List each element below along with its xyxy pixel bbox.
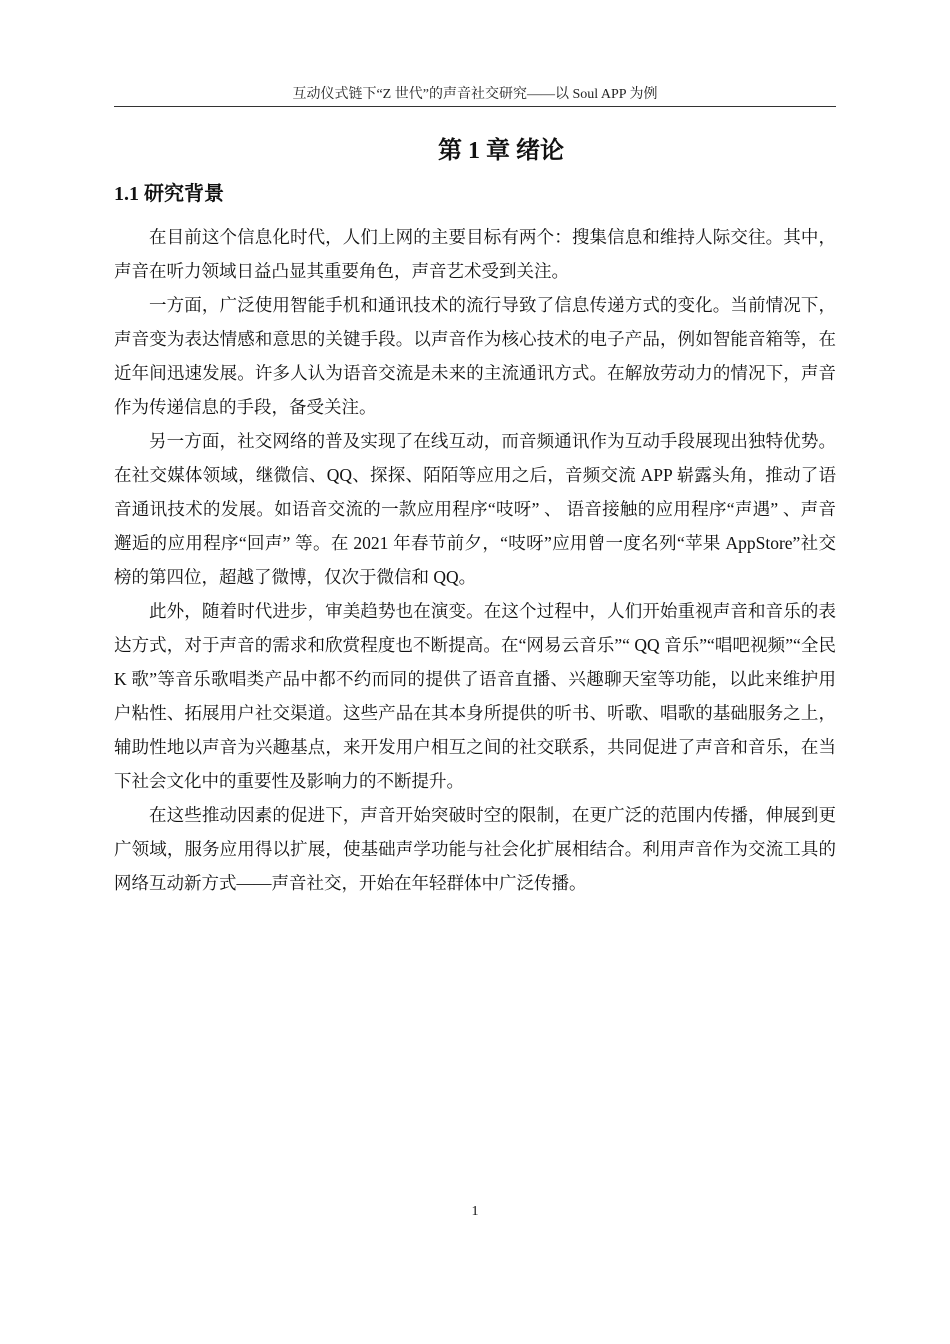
paragraph-3: 另一方面，社交网络的普及实现了在线互动，而音频通讯作为互动手段展现出独特优势。在社交媒体领域，继微信、QQ、探探、陌陌等应用之后，音频交流 APP 崭露头角，推动了语音通讯技术的发展。如语音交流的一款应用程序“吱呀” 、 语音接触的应用程序“声遇” 、声音邂逅的应用程序“回声” 等。在 2021 年春节前夕，“吱呀”应用曾一度名列“苹果 AppStore”社交榜的第四位，超越了微博，仅次于微信和 QQ。 — [114, 431, 836, 587]
paragraph-4: 此外，随着时代进步，审美趋势也在演变。在这个过程中，人们开始重视声音和音乐的表达方式，对于声音的需求和欣赏程度也不断提高。在“网易云音乐”“ QQ 音乐”“唱吧视频”“全民 K 歌”等音乐歌唱类产品中都不约而同的提供了语音直播、兴趣聊天室等功能，以此来维护用户粘性、拓展用户社交渠道。这些产品在其本身所提供的听书、听歌、唱歌的基础服务之上，辅助性地以声音为兴趣基点，来开发用户相互之间的社交联系，共同促进了声音和音乐，在当下社会文化中的重要性及影响力的不断提升。 — [114, 601, 836, 791]
paragraph-5: 在这些推动因素的促进下，声音开始突破时空的限制，在更广泛的范围内传播，伸展到更广领域，服务应用得以扩展，使基础声学功能与社会化扩展相结合。利用声音作为交流工具的网络互动新方式——声音社交，开始在年轻群体中广泛传播。 — [114, 805, 836, 893]
chapter-title: 第 1 章 绪论 — [438, 138, 564, 164]
section-title: 1.1 研究背景 — [114, 183, 224, 205]
page-number: 1 — [471, 1204, 479, 1219]
running-header: 互动仪式链下“Z 世代”的声音社交研究——以 Soul APP 为例 — [292, 87, 658, 102]
header-rule — [114, 106, 836, 107]
paragraph-1: 在目前这个信息化时代，人们上网的主要目标有两个：搜集信息和维持人际交往。其中，声音在听力领域日益凸显其重要角色，声音艺术受到关注。 — [114, 227, 836, 281]
paragraph-2: 一方面，广泛使用智能手机和通讯技术的流行导致了信息传递方式的变化。当前情况下，声音变为表达情感和意思的关键手段。以声音作为核心技术的电子产品，例如智能音箱等，在近年间迅速发展。许多人认为语音交流是未来的主流通讯方式。在解放劳动力的情况下，声音作为传递信息的手段，备受关注。 — [114, 295, 836, 417]
body-text — [114, 220, 836, 900]
